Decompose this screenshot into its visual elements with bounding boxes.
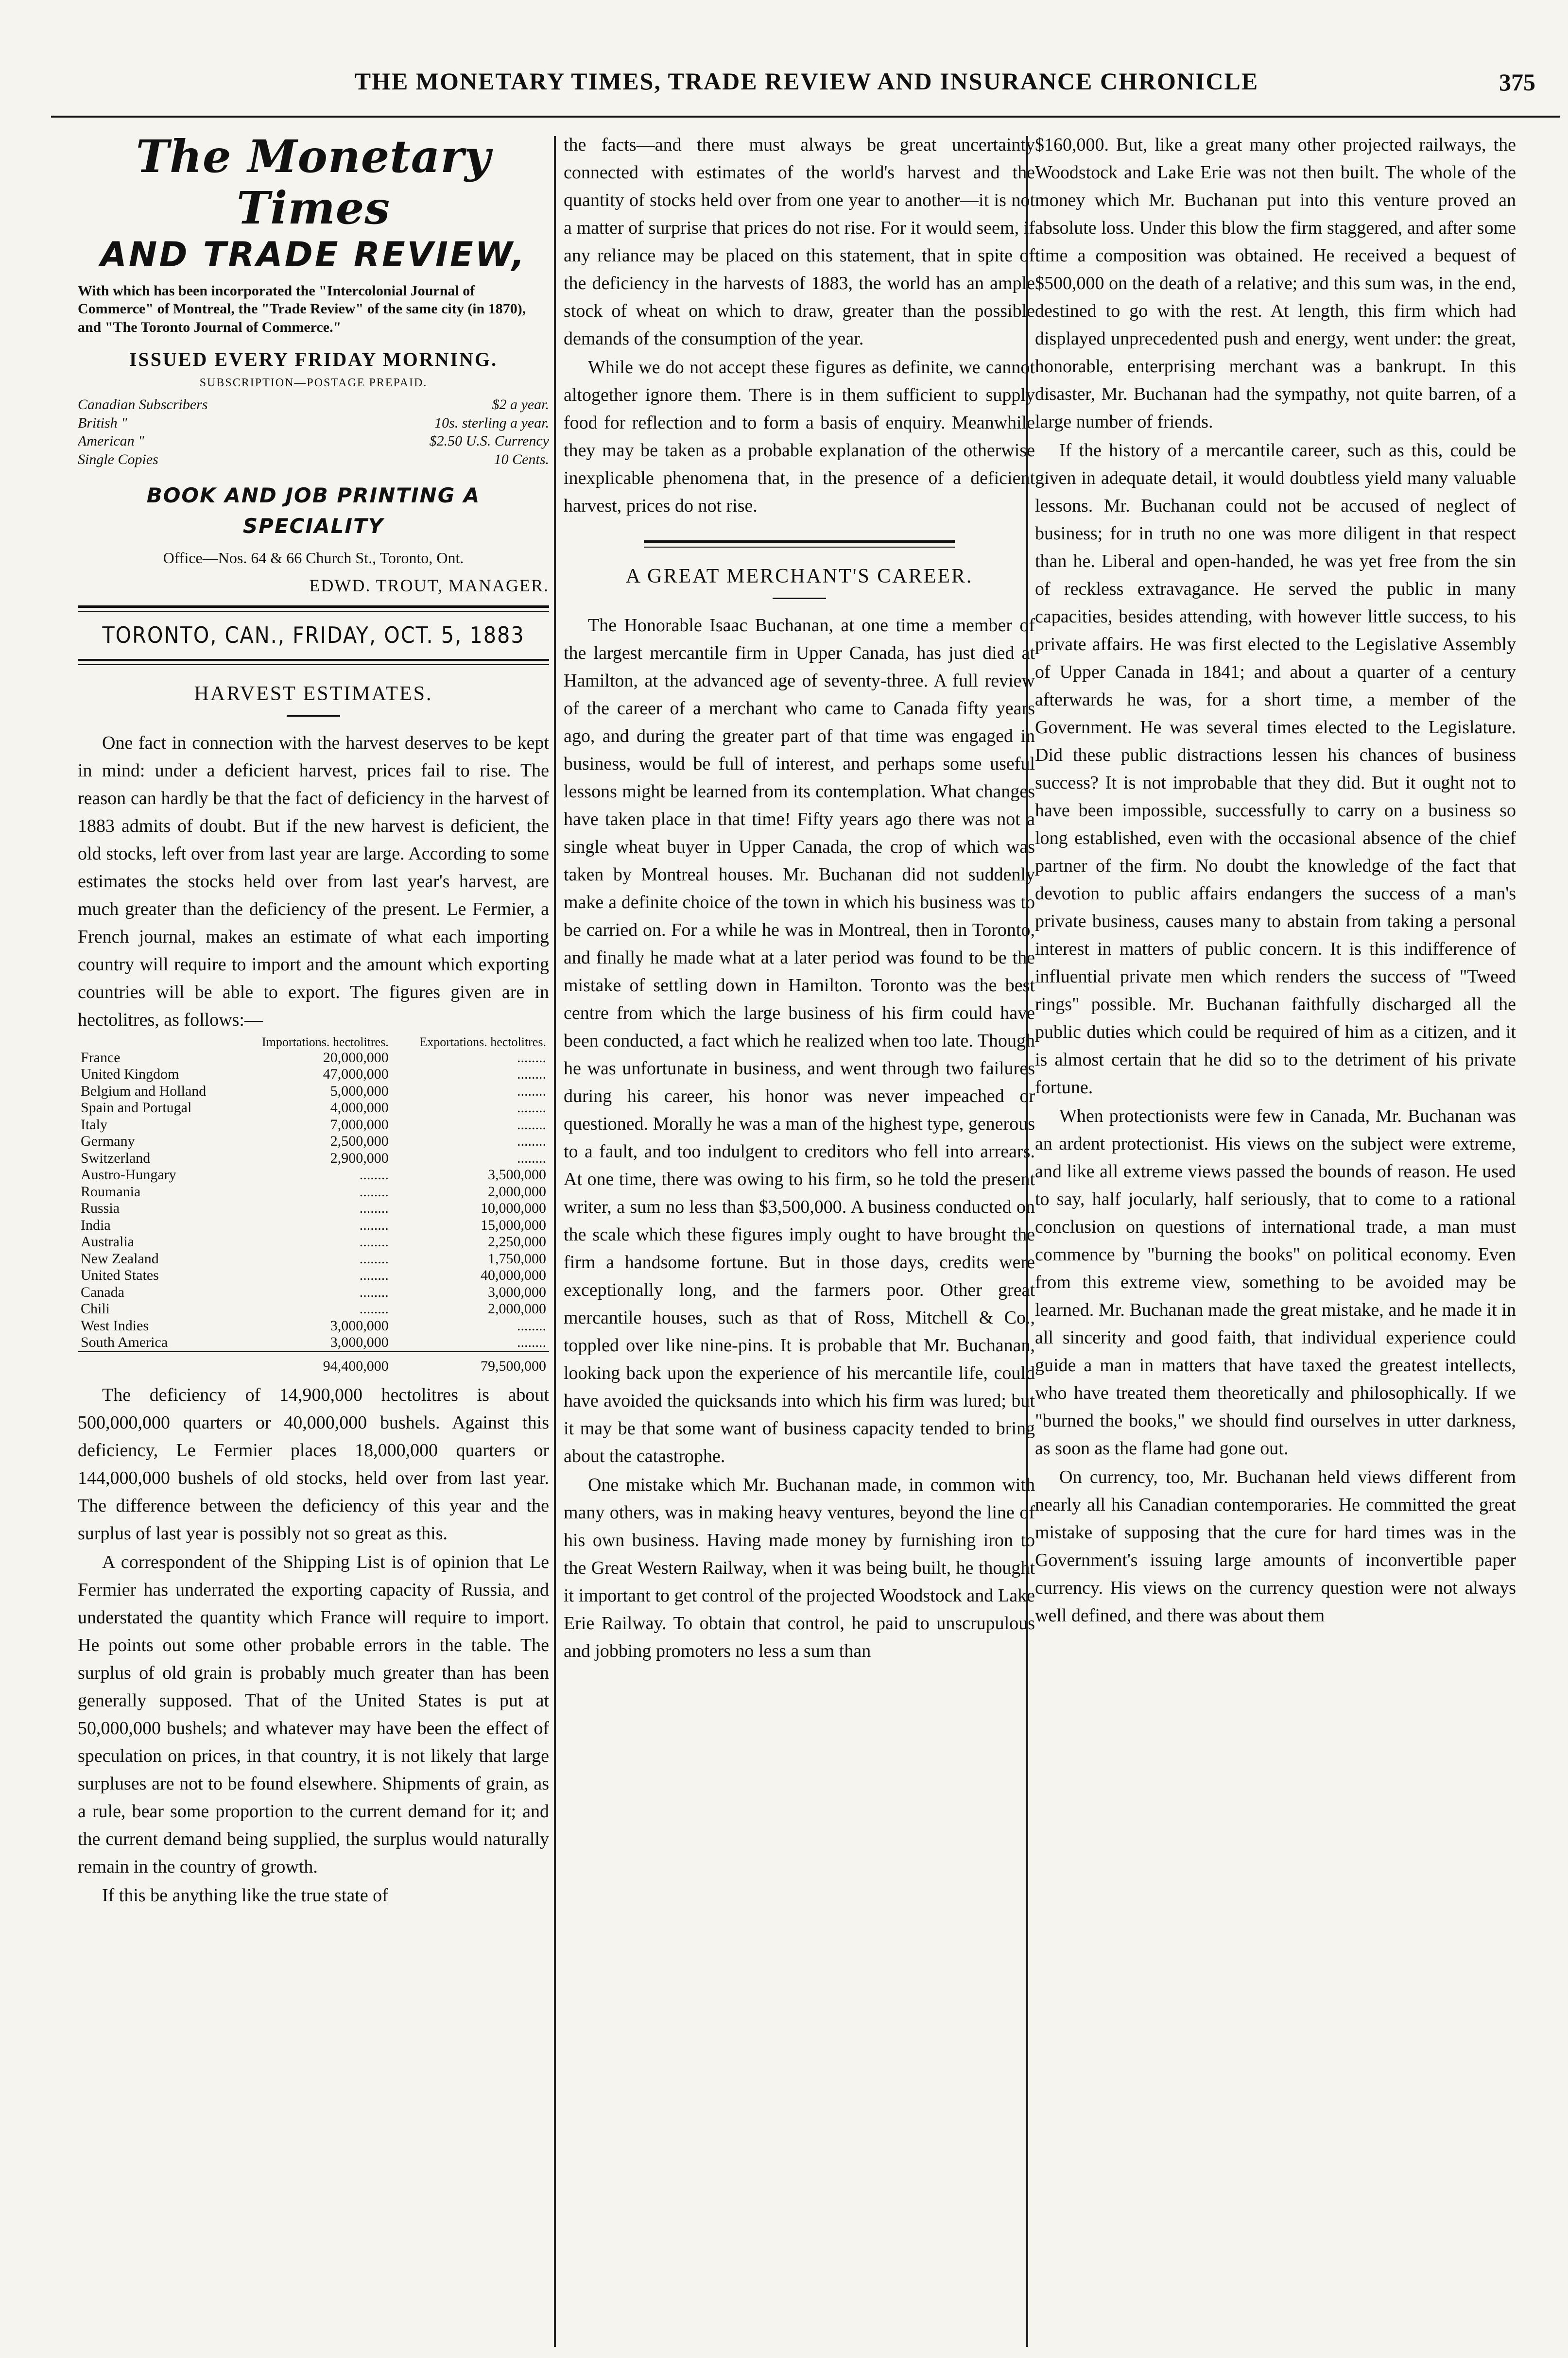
masthead-incorporation-note: With which has been incorporated the "Intercolonial Journal of Commerce" of Montreal, the "Trade Review" of the same city (in 1870), and "The Toronto Journal of Commerce." [78, 282, 526, 335]
table-cell-exports: 40,000,000 [481, 1267, 546, 1284]
dateline: TORONTO, CAN., FRIDAY, OCT. 5, 1883 [102, 622, 525, 649]
table-row [78, 1301, 549, 1318]
column-2 [564, 131, 1035, 2347]
masthead-subscription: SUBSCRIPTION—POSTAGE PREPAID. [199, 377, 428, 390]
table-cell-exports: ........ [517, 1066, 546, 1083]
merchant-paragraph-4: If the history of a mercantile career, such as this, could be given in adequate detail, it would doubtless yield many valuable lessons. Mr. Buchanan could not be accused of neglect of business; for in truth no one was more diligent in that respect than he. Liberal and open-handed, he was yet free from the sin of reckless extravagance. He served the public in many capacities, besides attending, with however little success, to his private affairs. He was first elected to the Legislative Assembly of Upper Canada in 1841; and about a quarter of a century afterwards he was, for a short time, a member of the Government. He was several times elected to the Legislature. Did these public distractions lessen his chances of business success? It is not improbable that they did. But it ought not to have been impossible, successfully to carry on a business so long established, even with the occasional absence of the chief partner of the firm. No doubt the knowledge of the fact that devotion to public affairs endangers the success of a man's private business, causes many to abstain from taking a personal interest in matters of public concern. It is this indifference of influential private men which renders the success of "Tweed rings" possible. Mr. Buchanan faithfully discharged all the public duties which could be required of him as a citizen, and it is almost certain that he did so to the detriment of his private fortune. [1035, 440, 1516, 1098]
rate-row [78, 396, 549, 414]
running-head [78, 53, 1535, 107]
merchant-heading: A GREAT MERCHANT'S CAREER. [625, 565, 973, 587]
table-cell-imports: 2,900,000 [330, 1150, 389, 1166]
harvest-paragraph-3: A correspondent of the Shipping List is of opinion that Le Fermier has underrated the exporting capacity of Russia, and understated the quantity which France will require to import. He points out some other probable errors in the table. The surplus of old grain is probably much greater than has been generally supposed. That of the United States is put at 50,000,000 bushels; and whatever may have been the effect of speculation on prices, in that country, it is not likely that large surpluses are not to be found elsewhere. Shipments of grain, as a rule, bear some proportion to the current demand for it; and the current demand being supplied, the surplus would naturally remain in the country of growth. [78, 1552, 549, 1877]
harvest-paragraph-4: If this be anything like the true state of [102, 1885, 388, 1906]
table-cell-imports: ........ [359, 1267, 389, 1284]
column-1 [78, 131, 549, 2347]
masthead [78, 131, 549, 599]
masthead-rule [78, 605, 549, 612]
table-cell-imports: ........ [359, 1234, 389, 1250]
table-row [78, 1117, 549, 1134]
table-total-row [78, 1352, 549, 1375]
rate-value: 10s. sterling a year. [434, 414, 549, 431]
column-divider [554, 136, 556, 2347]
table-cell-imports: 2,500,000 [330, 1133, 389, 1150]
table-cell-exports: ........ [517, 1334, 546, 1351]
table-cell-exports: 3,500,000 [488, 1167, 546, 1183]
merchant-paragraph-1: The Honorable Isaac Buchanan, at one time a member of the largest mercantile firm in Upper Canada, has just died at Hamilton, at the advanced age of seventy-three. A full review of the career of a merchant who came to Canada fifty years ago, and during the greater part of that time was engaged in business, would be full of interest, and perhaps some useful lessons might be learned from its contemplation. What changes have taken place in that time! Fifty years ago there was not a single wheat buyer in Upper Canada, the crop of which was taken by Montreal houses. Mr. Buchanan did not suddenly make a definite choice of the town in which his business was to be carried on. For a while he was in Montreal, then in Toronto, and finally he made what at a later period was found to be the mistake of settling down in Hamilton. Toronto was the best centre from which the large business of his firm could have been conducted, a fact which he realized when too late. Though he was unfortunate in business, and went through two failures during his career, his honor was never impeached or questioned. Morally he was a man of the highest type, generous to a fault, and too indulgent to creditors who fell into arrears. At one time, there was owing to his firm, so he told the present writer, a sum no less than $3,500,000. A business conducted on the scale which these figures imply ought to have brought the firm a handsome fortune. But in those days, credits were exceptionally long, and the farmers poor. Other great mercantile houses, such as that of Ross, Mitchell & Co., toppled over like nine-pins. It is probable that Mr. Buchanan, looking back upon the experience of his mercantile life, could have avoided the quicksands into which his firm was lured; but it may be that some want of business capacity tended to bring about the catastrophe. [564, 615, 1035, 1466]
table-row [78, 1100, 549, 1117]
table-total-imports: 94,400,000 [234, 1352, 391, 1375]
subscription-rates [78, 396, 549, 468]
table-cell-country: Germany [81, 1133, 135, 1150]
table-header-exports: Exportations. hectolitres. [419, 1035, 546, 1050]
harvest-paragraph-1: One fact in connection with the harvest deserves to be kept in mind: under a deficient harvest, prices fail to rise. The reason can hardly be that the fact of deficiency in the harvest of 1883 admits of doubt. But if the new harvest is deficient, the old stocks, left over from last year are large. According to some estimates the stocks held over from last year's harvest, are much greater than the deficiency of the present. Le Fermier, a French journal, makes an estimate of what each importing country will require to import and the amount which exporting countries will be able to export. The figures given are in hectolitres, as follows:— [78, 733, 549, 1031]
table-row [78, 1150, 549, 1167]
table-cell-imports: 3,000,000 [330, 1317, 389, 1334]
dateline-rule [78, 659, 549, 665]
table-cell-country: United States [81, 1267, 159, 1284]
merchant-paragraph-6: On currency, too, Mr. Buchanan held views different from nearly all his Canadian contemporaries. He committed the great mistake of supposing that the cure for hard times was in the Government's issuing large amounts of inconvertible paper currency. His views on the currency question were not always well defined, and there was about them [1035, 1467, 1516, 1626]
table-cell-imports: 20,000,000 [323, 1049, 389, 1066]
table-cell-country: South America [81, 1334, 168, 1351]
rate-label: British " [78, 414, 127, 431]
table-cell-imports: ........ [359, 1250, 389, 1267]
table-header-country [78, 1035, 234, 1050]
table-cell-imports: ........ [359, 1167, 389, 1183]
table-cell-imports: ........ [359, 1284, 389, 1300]
table-row [78, 1284, 549, 1301]
table-cell-imports: 5,000,000 [330, 1083, 389, 1099]
table-cell-country: Canada [81, 1284, 124, 1300]
table-cell-exports: ........ [517, 1083, 546, 1099]
table-cell-country: Chili [81, 1301, 110, 1317]
table-cell-country: Switzerland [81, 1150, 151, 1166]
table-row [78, 1251, 549, 1268]
table-cell-exports: 10,000,000 [481, 1200, 546, 1217]
table-cell-country: Italy [81, 1116, 107, 1133]
table-cell-exports: ........ [517, 1133, 546, 1150]
table-cell-country: France [81, 1049, 121, 1066]
table-total-label [78, 1352, 234, 1375]
table-cell-imports: ........ [359, 1217, 389, 1233]
masthead-book-printing: BOOK AND JOB PRINTING A SPECIALITY [146, 483, 481, 538]
merchant-paragraph-3: $160,000. But, like a great many other projected railways, the Woodstock and Lake Erie was not then built. The whole of the money which Mr. Buchanan put into this venture proved an absolute loss. Under this blow the firm staggered, and after some time a composition was obtained. He received a bequest of $500,000 on the death of a relative; and this sum was, in the end, destined to go with the rest. At length, this firm which had displayed unprecedented push and energy, went under: the great, honorable, enterprising merchant was a bankrupt. In this disaster, Mr. Buchanan had the sympathy, not quite barren, of a large number of friends. [1035, 135, 1516, 432]
table-cell-exports: ........ [517, 1150, 546, 1166]
table-header-row [78, 1035, 549, 1050]
table-row [78, 1083, 549, 1100]
table-cell-country: Spain and Portugal [81, 1100, 192, 1116]
heading-rule [773, 598, 826, 599]
harvest-paragraph-5: the facts—and there must always be great uncertainty connected with estimates of the world's harvest and the quantity of stocks held over from one year to another—it is not a matter of surprise that prices do not rise. For it would seem, if any reliance may be placed on this statement, that in spite of the deficiency in the harvests of 1883, the world has an ample stock of wheat on which to draw, greater than the possible demands of the consumption of the year. [564, 135, 1035, 349]
rate-label: Single Copies [78, 451, 158, 467]
table-cell-country: West Indies [81, 1317, 149, 1334]
table-cell-exports: ........ [517, 1100, 546, 1116]
masthead-office: Office—Nos. 64 & 66 Church St., Toronto, Ont. [163, 549, 464, 567]
table-header-imports: Importations. hectolitres. [262, 1035, 389, 1050]
masthead-issued: ISSUED EVERY FRIDAY MORNING. [129, 348, 498, 371]
table-row [78, 1200, 549, 1217]
rate-label: American " [78, 433, 144, 449]
table-cell-imports: 4,000,000 [330, 1100, 389, 1116]
header-rule [51, 116, 1560, 118]
table-cell-exports: 2,000,000 [488, 1301, 546, 1317]
table-cell-imports: 47,000,000 [323, 1066, 389, 1083]
table-row [78, 1167, 549, 1184]
table-cell-country: Australia [81, 1234, 134, 1250]
table-row [78, 1234, 549, 1251]
table-row [78, 1184, 549, 1201]
table-cell-country: Roumania [81, 1183, 141, 1200]
table-cell-country: Belgium and Holland [81, 1083, 207, 1099]
table-cell-exports: ........ [517, 1049, 546, 1066]
table-cell-exports: 1,750,000 [488, 1250, 546, 1267]
table-cell-country: Russia [81, 1200, 120, 1217]
table-cell-exports: ........ [517, 1116, 546, 1133]
masthead-subtitle: AND TRADE REVIEW, [100, 234, 527, 275]
harvest-paragraph-6: While we do not accept these figures as definite, we cannot altogether ignore them. There is in them sufficient to supply food for reflection and to form a basis of enquiry. Meanwhile they may be taken as a probable explanation of the otherwise inexplicable phenomena that, in the presence of a deficient harvest, prices do not rise. [564, 357, 1035, 516]
table-row [78, 1318, 549, 1335]
table-row [78, 1334, 549, 1352]
table-cell-imports: 3,000,000 [330, 1334, 389, 1351]
harvest-heading: HARVEST ESTIMATES. [194, 683, 433, 706]
table-cell-country: India [81, 1217, 111, 1233]
table-row [78, 1066, 549, 1083]
harvest-table [78, 1035, 549, 1375]
rate-row [78, 450, 549, 469]
rate-value: $2.50 U.S. Currency [429, 433, 549, 449]
heading-rule [287, 715, 340, 717]
table-cell-country: United Kingdom [81, 1066, 179, 1083]
table-row [78, 1267, 549, 1284]
masthead-manager: EDWD. TROUT, MANAGER. [309, 576, 549, 596]
running-head-title: THE MONETARY TIMES, TRADE REVIEW AND INSURANCE CHRONICLE [354, 68, 1259, 95]
section-divider [644, 540, 955, 548]
harvest-paragraph-2: The deficiency of 14,900,000 hectolitres is about 500,000,000 quarters or 40,000,000 bushels. Against this deficiency, Le Fermier places 18,000,000 quarters or 144,000,000 bushels of old stocks, held over from last year. The difference between the deficiency of this year and the surplus of last year is possibly not so great as this. [78, 1385, 549, 1544]
table-cell-exports: 3,000,000 [488, 1284, 546, 1300]
table-cell-imports: ........ [359, 1301, 389, 1317]
rate-value: $2 a year. [492, 396, 549, 413]
table-cell-imports: ........ [359, 1200, 389, 1217]
rate-row [78, 432, 549, 450]
table-row [78, 1050, 549, 1067]
table-row [78, 1133, 549, 1150]
merchant-paragraph-5: When protectionists were few in Canada, Mr. Buchanan was an ardent protectionist. His views on the subject were extreme, and like all extreme views passed the bounds of reason. He used to say, half jocularly, half seriously, that to come to a rational conclusion on questions of international trade, a man must commence by "burning the books" on political economy. Even from this extreme view, something to be avoided may be learned. Mr. Buchanan made the great mistake, and he made it in all sincerity and good faith, that individual experience could guide a man in matters that have taxed the greatest intellects, who have treated them theoretically and philosophically. If we "burned the books," we should find ourselves in utter darkness, as soon as the flame had gone out. [1035, 1106, 1516, 1459]
table-cell-exports: 2,250,000 [488, 1234, 546, 1250]
table-total-exports: 79,500,000 [392, 1352, 549, 1375]
table-cell-country: Austro-Hungary [81, 1167, 176, 1183]
rate-row [78, 414, 549, 432]
table-cell-exports: 15,000,000 [481, 1217, 546, 1233]
table-cell-exports: 2,000,000 [488, 1183, 546, 1200]
table-cell-imports: 7,000,000 [330, 1116, 389, 1133]
column-3 [1035, 131, 1516, 2347]
table-cell-exports: ........ [517, 1317, 546, 1334]
page-number: 375 [1499, 69, 1535, 96]
table-cell-country: New Zealand [81, 1250, 159, 1267]
merchant-paragraph-2: One mistake which Mr. Buchanan made, in common with many others, was in making heavy ventures, beyond the line of his own business. Having made money by furnishing iron to the Great Western Railway, when it was being built, he thought it important to get control of the projected Woodstock and Lake Erie Railway. To obtain that control, he paid to unscrupulous and jobbing promoters no less a sum than [564, 1475, 1035, 1661]
table-cell-imports: ........ [359, 1183, 389, 1200]
rate-label: Canadian Subscribers [78, 396, 208, 413]
table-row [78, 1217, 549, 1234]
rate-value: 10 Cents. [494, 451, 549, 467]
harvest-table-body [78, 1050, 549, 1352]
masthead-title: The Monetary Times [136, 131, 491, 234]
